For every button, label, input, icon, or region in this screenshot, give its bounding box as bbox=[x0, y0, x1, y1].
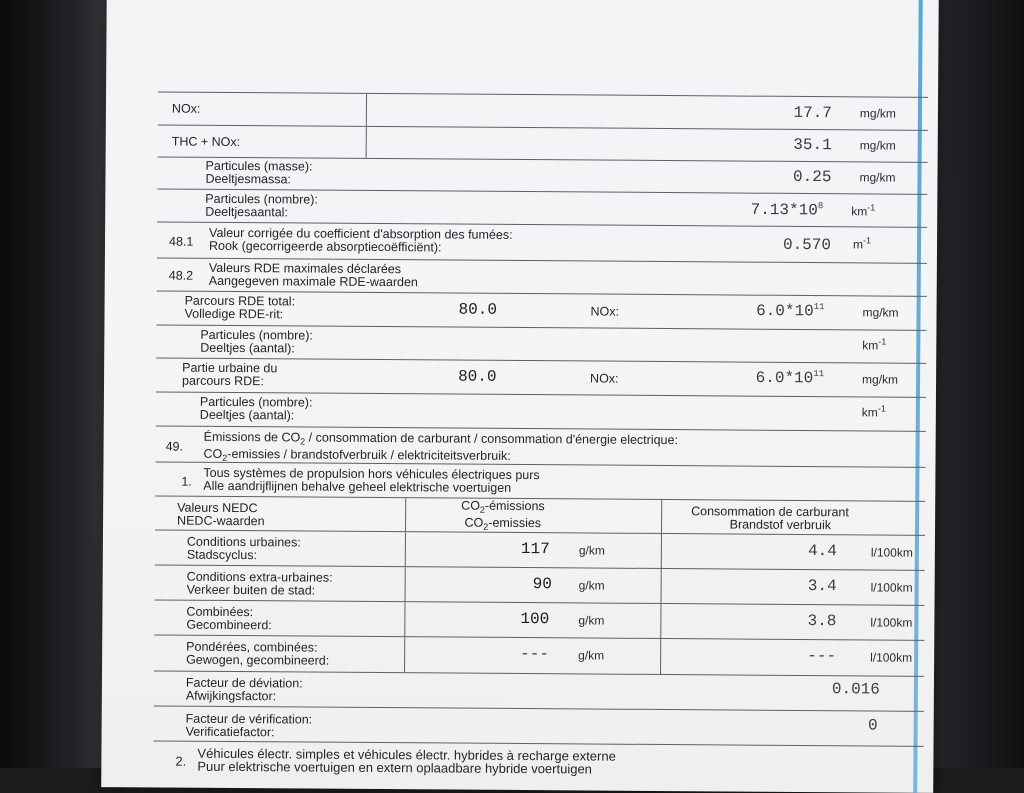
nox-unit: mg/km bbox=[859, 106, 896, 121]
divider bbox=[405, 532, 406, 566]
divider bbox=[660, 604, 661, 638]
row-section-49 bbox=[155, 426, 925, 467]
rde-total-value: 80.0 bbox=[458, 300, 498, 319]
nedc-fuel-value: --- bbox=[807, 647, 837, 666]
divider bbox=[404, 602, 405, 636]
row-section-2 bbox=[153, 741, 923, 780]
nedc-row-urban bbox=[155, 530, 925, 570]
row-deviation-factor bbox=[154, 671, 924, 711]
rde-urban-nox-value: $6.0*10^{11}$ bbox=[755, 368, 825, 388]
nedc-row-combined bbox=[154, 600, 924, 640]
document-sheet bbox=[101, 0, 939, 793]
row-rde-header bbox=[157, 258, 927, 296]
smoke-label: Valeur corrigée du coefficient d'absorption des fumées: Rook (gecorrigeerde absorptiecoëfficiënt): bbox=[208, 225, 513, 255]
nedc-fuel-unit: l/100km bbox=[870, 615, 913, 630]
row-nox bbox=[158, 91, 928, 130]
emissions-table bbox=[153, 91, 928, 780]
background-left bbox=[0, 0, 110, 768]
row-rde-urban bbox=[156, 358, 926, 397]
smoke-number: 48.1 bbox=[168, 234, 194, 249]
nox-value: 17.7 bbox=[793, 103, 833, 123]
nedc-col3-header: Consommation de carburant Brandstof verbruik bbox=[691, 504, 849, 533]
nedc-fuel-value: 3.4 bbox=[807, 577, 837, 596]
nedc-fuel-unit: l/100km bbox=[870, 650, 913, 665]
thc-nox-unit: mg/km bbox=[859, 138, 896, 153]
thc-nox-value: 35.1 bbox=[793, 135, 832, 155]
divider bbox=[661, 569, 662, 603]
smoke-unit: $m^{-1}$ bbox=[852, 235, 872, 252]
rde-total-pn-label: Particules (nombre): Deeltjes (aantal): bbox=[200, 327, 313, 356]
verification-value: 0 bbox=[867, 716, 878, 735]
divider bbox=[405, 498, 406, 531]
row-thc-nox bbox=[158, 125, 928, 162]
nedc-fuel-value: 4.4 bbox=[808, 542, 837, 561]
row-smoke bbox=[157, 222, 927, 263]
particle-number-label: Particules (nombre): Deeltjesaantal: bbox=[205, 191, 318, 220]
section-2-label: Véhicules électr. simples et véhicules électr. hybrides à recharge externe Puur elektrische voertuigen en extern oplaadbare hybride voertuigen bbox=[197, 745, 616, 777]
divider bbox=[661, 534, 662, 568]
section-49-number: 49. bbox=[165, 439, 184, 454]
nedc-co2-value: 90 bbox=[532, 575, 552, 594]
row-particle-mass bbox=[157, 157, 927, 194]
rde-total-unit: mg/km bbox=[862, 305, 899, 320]
row-rde-total bbox=[156, 291, 926, 330]
divider bbox=[366, 127, 367, 158]
nedc-fuel-unit: l/100km bbox=[870, 580, 913, 595]
nedc-fuel-value: 3.8 bbox=[807, 612, 837, 631]
nedc-row-label: Combinées: Gecombineerd: bbox=[186, 604, 272, 633]
nedc-co2-value: 100 bbox=[520, 610, 550, 629]
rde-total-label: Parcours RDE total: Volledige RDE-rit: bbox=[184, 293, 296, 322]
row-rde-total-pn bbox=[156, 325, 926, 363]
nedc-col1-header: Valeurs NEDC NEDC-waarden bbox=[177, 500, 265, 529]
rde-urban-pn-label: Particules (nombre): Deeltjes (aantal): bbox=[199, 394, 313, 423]
divider bbox=[405, 567, 406, 601]
rde-urban-label: Partie urbaine du parcours RDE: bbox=[182, 360, 278, 389]
rde-total-nox-value: $6.0*10^{11}$ bbox=[756, 301, 825, 321]
rde-urban-value: 80.0 bbox=[458, 367, 497, 386]
divider bbox=[661, 500, 662, 533]
divider bbox=[660, 639, 661, 674]
nedc-co2-unit: g/km bbox=[578, 543, 605, 558]
rde-total-nox-label: NOx: bbox=[590, 304, 620, 319]
verification-label: Facteur de vérification: Verificatiefactor: bbox=[185, 711, 313, 740]
row-section-1 bbox=[155, 462, 925, 501]
divider bbox=[366, 94, 367, 126]
nedc-co2-unit: g/km bbox=[578, 613, 605, 628]
row-rde-urban-pn bbox=[156, 392, 926, 431]
nedc-co2-value: --- bbox=[520, 645, 550, 664]
section-1-label: Tous systèmes de propulsion hors véhicules électriques purs Alle aandrijflijnen behalve geheel elektrische voertuigen bbox=[203, 465, 540, 495]
rde-header-label: Valeurs RDE maximales déclarées Aangegeven maximale RDE-waarden bbox=[208, 260, 418, 290]
rde-total-pn-unit: $km^{-1}$ bbox=[862, 336, 887, 353]
particle-mass-unit: mg/km bbox=[859, 170, 896, 185]
deviation-label: Facteur de déviation: Afwijkingsfactor: bbox=[185, 675, 303, 704]
nedc-co2-unit: g/km bbox=[578, 648, 605, 663]
section-1-number: 1. bbox=[181, 474, 192, 489]
smoke-value: 0.570 bbox=[782, 235, 832, 255]
rde-urban-pn-unit: $km^{-1}$ bbox=[861, 403, 886, 420]
nedc-row-label: Pondérées, combinées: Gewogen, gecombineerd: bbox=[186, 639, 330, 668]
nedc-row-extra-urban bbox=[155, 565, 925, 605]
deviation-value: 0.016 bbox=[831, 680, 880, 699]
divider bbox=[404, 637, 405, 672]
row-verification-factor bbox=[154, 706, 924, 746]
particle-number-unit: $km^{-1}$ bbox=[851, 202, 876, 219]
nedc-co2-unit: g/km bbox=[578, 578, 605, 593]
nedc-col2-header: $CO_2$-émissions $CO_2$-emissies bbox=[461, 498, 545, 532]
section-2-number: 2. bbox=[175, 753, 187, 769]
particle-number-value: $7.13*10^8$ bbox=[750, 200, 824, 220]
row-particle-number bbox=[157, 189, 927, 227]
nedc-fuel-unit: l/100km bbox=[870, 545, 913, 560]
rde-urban-unit: mg/km bbox=[862, 372, 899, 387]
nedc-header-row bbox=[155, 496, 925, 535]
particle-mass-value: 0.25 bbox=[793, 167, 832, 187]
rde-urban-nox-label: NOx: bbox=[590, 371, 619, 386]
section-49-label: Émissions de $CO_2$ / consommation de carburant / consommation d'énergie electrique: $CO_2$-emissies / brandstofverbruik / elektriciteitsverbruik: bbox=[203, 429, 679, 463]
rde-number: 48.2 bbox=[168, 268, 194, 283]
nedc-row-label: Conditions extra-urbaines: Verkeer buiten de stad: bbox=[186, 569, 333, 598]
nox-label: NOx: bbox=[171, 101, 201, 116]
nedc-co2-value: 117 bbox=[520, 540, 550, 559]
particle-mass-label: Particules (masse): Deeltjesmassa: bbox=[205, 158, 313, 187]
nedc-row-label: Conditions urbaines: Stadscyclus: bbox=[186, 534, 301, 563]
thc-nox-label: THC + NOx: bbox=[171, 134, 241, 150]
nedc-row-weighted bbox=[154, 635, 924, 676]
